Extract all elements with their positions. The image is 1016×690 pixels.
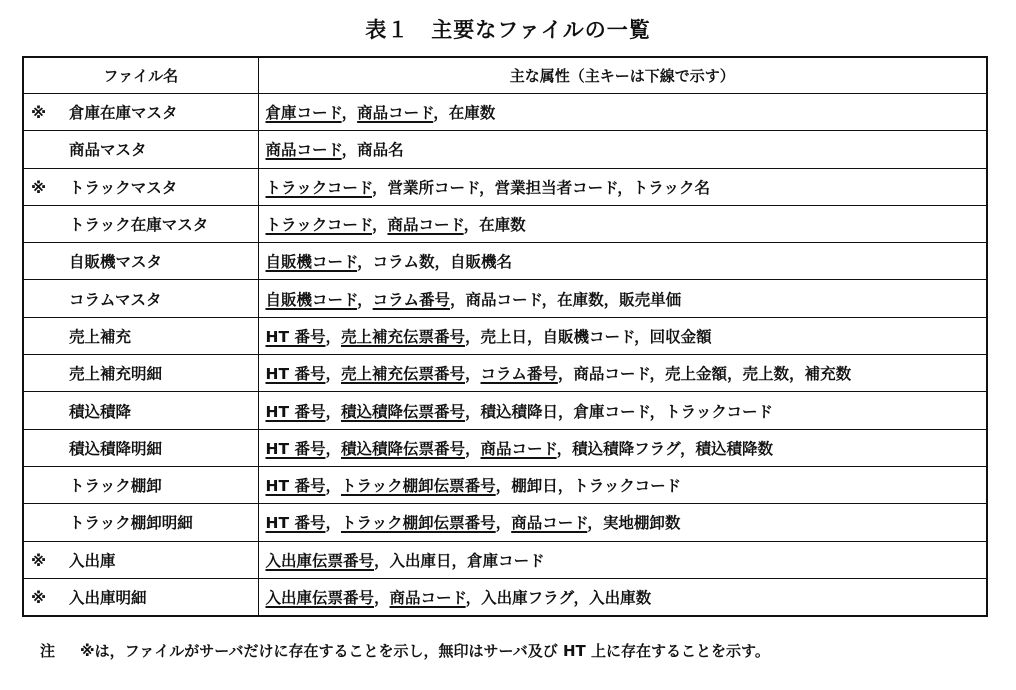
file-name-cell xyxy=(23,168,258,205)
file-name: 入出庫明細 xyxy=(69,589,147,607)
file-name: トラック棚卸 xyxy=(69,477,162,496)
attribute-separator: ， xyxy=(325,439,341,458)
attribute: トラック名 xyxy=(632,178,710,197)
file-name: 倉庫在庫マスタ xyxy=(69,104,178,123)
attribute: 実地棚卸数 xyxy=(602,514,681,533)
table-row xyxy=(23,205,987,242)
attribute-separator: ， xyxy=(464,327,481,346)
file-name-cell xyxy=(23,280,258,317)
attribute-separator: ， xyxy=(464,402,481,421)
file-name-cell xyxy=(23,243,258,280)
primary-key-attribute: 倉庫コード xyxy=(265,104,342,123)
attribute-separator: ， xyxy=(341,104,358,123)
file-name-cell xyxy=(23,429,258,466)
attribute-separator: ， xyxy=(649,402,666,421)
primary-key-attribute: コラム番号 xyxy=(372,290,450,309)
file-name-cell xyxy=(23,578,258,616)
attribute: 販売単価 xyxy=(619,290,682,309)
attribute: 売上数 xyxy=(742,365,790,384)
attributes-cell xyxy=(258,541,987,578)
primary-key-attribute: 入出庫伝票番号 xyxy=(265,551,375,570)
primary-key-attribute: 商品コード xyxy=(480,439,557,458)
attribute: 回収金額 xyxy=(649,327,712,346)
attribute-separator: ， xyxy=(372,178,388,197)
table-row xyxy=(23,94,987,131)
table-row xyxy=(23,355,987,392)
attribute: 在庫数 xyxy=(479,216,526,235)
attributes-cell xyxy=(258,392,987,429)
attribute-separator: ， xyxy=(587,514,603,533)
attribute-separator: ， xyxy=(433,104,449,123)
file-name: 売上補充 xyxy=(69,327,132,346)
attribute: トラックコード xyxy=(573,477,682,496)
attributes-cell xyxy=(258,131,987,168)
file-list-table xyxy=(22,56,988,617)
attribute: 積込積降日 xyxy=(480,402,559,421)
attribute-separator: ， xyxy=(573,589,590,607)
attribute-separator: ， xyxy=(374,551,390,570)
attribute-separator: ， xyxy=(325,402,341,421)
file-name: トラック棚卸明細 xyxy=(69,514,193,533)
primary-key-attribute: HT 番号 xyxy=(265,327,326,346)
attribute-separator: ， xyxy=(789,365,805,384)
attribute-separator: ， xyxy=(357,253,373,272)
footnote-label: 注 xyxy=(40,642,56,660)
attributes-cell xyxy=(258,317,987,354)
attribute: 商品コード xyxy=(573,365,650,384)
primary-key-attribute: 売上補充伝票番号 xyxy=(340,365,465,384)
attributes-cell xyxy=(258,205,987,242)
attribute-separator: ， xyxy=(649,365,665,384)
primary-key-attribute: トラック棚卸伝票番号 xyxy=(340,514,496,533)
attribute: 在庫数 xyxy=(557,290,604,309)
attribute: トラックコード xyxy=(665,402,774,421)
attribute-separator: ， xyxy=(558,402,574,421)
attribute: 自販機名 xyxy=(450,253,513,272)
server-only-mark: ※ xyxy=(31,178,47,197)
attributes-cell xyxy=(258,429,987,466)
server-only-mark: ※ xyxy=(31,104,47,123)
primary-key-attribute: 商品コード xyxy=(357,104,434,123)
primary-key-attribute: 入出庫伝票番号 xyxy=(265,589,375,607)
primary-key-attribute: 自販機コード xyxy=(265,290,358,309)
attribute-separator: ， xyxy=(495,514,512,533)
primary-key-attribute: 積込積降伝票番号 xyxy=(340,402,465,421)
attribute: 営業所コード xyxy=(387,178,480,197)
file-name: トラック在庫マスタ xyxy=(69,216,209,235)
attribute-separator: ， xyxy=(495,477,512,496)
server-only-mark: ※ xyxy=(31,551,47,570)
attribute-separator: ， xyxy=(479,178,495,197)
primary-key-attribute: 積込積降伝票番号 xyxy=(340,439,465,458)
attribute-separator: ， xyxy=(727,365,743,384)
file-name: 自販機マスタ xyxy=(69,253,163,272)
attribute-separator: ， xyxy=(556,439,573,458)
file-name: 積込積降 xyxy=(69,402,132,421)
primary-key-attribute: トラックコード xyxy=(265,178,372,197)
column-header-file-name: ファイル名 xyxy=(23,57,258,94)
attribute: 倉庫コード xyxy=(467,551,545,570)
attribute-separator: ， xyxy=(465,589,482,607)
attributes-cell xyxy=(258,168,987,205)
attribute: コラム数 xyxy=(372,253,435,272)
primary-key-attribute: トラックコード xyxy=(265,216,372,235)
attribute: 商品名 xyxy=(357,141,404,160)
attribute: 倉庫コード xyxy=(573,402,650,421)
attribute: 営業担当者コード xyxy=(494,178,618,197)
attributes-cell xyxy=(258,466,987,503)
file-name-cell xyxy=(23,466,258,503)
primary-key-attribute: 自販機コード xyxy=(265,253,358,272)
attributes-cell xyxy=(258,355,987,392)
file-name: 商品マスタ xyxy=(69,141,147,160)
table-row xyxy=(23,317,987,354)
attribute-separator: ， xyxy=(325,365,341,384)
attribute-separator: ， xyxy=(449,290,466,309)
primary-key-attribute: 商品コード xyxy=(265,141,342,160)
primary-key-attribute: コラム番号 xyxy=(480,365,558,384)
file-name: トラックマスタ xyxy=(69,178,178,197)
table-row xyxy=(23,578,987,616)
attribute-separator: ， xyxy=(434,253,450,272)
file-name-cell xyxy=(23,205,258,242)
attribute-separator: ， xyxy=(557,365,574,384)
table-row xyxy=(23,168,987,205)
primary-key-attribute: HT 番号 xyxy=(265,365,326,384)
attribute-separator: ， xyxy=(325,514,341,533)
attribute-separator: ， xyxy=(325,477,341,496)
file-name-cell xyxy=(23,541,258,578)
attribute-separator: ， xyxy=(680,439,696,458)
attribute: 在庫数 xyxy=(448,104,496,123)
attribute-separator: ， xyxy=(341,141,358,160)
file-name-cell xyxy=(23,392,258,429)
attribute-separator: ， xyxy=(541,290,558,309)
table-row xyxy=(23,280,987,317)
file-name: 売上補充明細 xyxy=(69,365,163,384)
attribute-separator: ， xyxy=(603,290,620,309)
attribute-separator: ， xyxy=(464,365,481,384)
primary-key-attribute: HT 番号 xyxy=(265,402,326,421)
attribute-separator: ， xyxy=(374,589,390,607)
attribute: 売上金額 xyxy=(665,365,728,384)
primary-key-attribute: 商品コード xyxy=(511,514,588,533)
attributes-cell xyxy=(258,243,987,280)
primary-key-attribute: トラック棚卸伝票番号 xyxy=(340,477,496,496)
table-row xyxy=(23,504,987,541)
attribute-separator: ， xyxy=(325,327,341,346)
file-name-cell xyxy=(23,355,258,392)
attribute-separator: ， xyxy=(464,439,481,458)
file-name: 入出庫 xyxy=(69,551,116,570)
attribute-separator: ， xyxy=(527,327,543,346)
attribute-separator: ， xyxy=(451,551,468,570)
attribute: 補充数 xyxy=(804,365,852,384)
table-row xyxy=(23,131,987,168)
attribute: 売上日 xyxy=(480,327,528,346)
table-body xyxy=(23,94,987,617)
footnote xyxy=(40,640,1000,661)
primary-key-attribute: HT 番号 xyxy=(265,514,326,533)
table-row xyxy=(23,466,987,503)
server-only-mark: ※ xyxy=(31,589,47,607)
file-name: コラムマスタ xyxy=(69,290,162,309)
table-row xyxy=(23,429,987,466)
attribute-separator: ， xyxy=(357,290,373,309)
attribute: 入出庫数 xyxy=(589,589,652,607)
file-name-cell xyxy=(23,131,258,168)
attribute: 入出庫フラグ xyxy=(481,589,574,607)
primary-key-attribute: 売上補充伝票番号 xyxy=(340,327,465,346)
table-row xyxy=(23,541,987,578)
attribute-separator: ， xyxy=(557,477,574,496)
attribute-separator: ， xyxy=(617,178,633,197)
attribute: 商品コード xyxy=(465,290,542,309)
attribute-separator: ， xyxy=(463,216,480,235)
attribute-separator: ， xyxy=(634,327,650,346)
attributes-cell xyxy=(258,578,987,616)
attribute: 積込積降フラグ xyxy=(572,439,681,458)
primary-key-attribute: HT 番号 xyxy=(265,477,326,496)
attributes-cell xyxy=(258,94,987,131)
page-title: 表１ 主要なファイルの一覧 xyxy=(365,18,651,42)
attribute: 自販機コード xyxy=(542,327,635,346)
attribute: 棚卸日 xyxy=(511,477,558,496)
table-row xyxy=(23,392,987,429)
table-row xyxy=(23,243,987,280)
attributes-cell xyxy=(258,504,987,541)
primary-key-attribute: 商品コード xyxy=(389,589,466,607)
file-name-cell xyxy=(23,317,258,354)
file-name: 積込積降明細 xyxy=(69,439,163,458)
attribute: 積込積降数 xyxy=(695,439,774,458)
attributes-cell xyxy=(258,280,987,317)
table-header-row xyxy=(23,57,987,94)
file-name-cell xyxy=(23,94,258,131)
primary-key-attribute: HT 番号 xyxy=(265,439,326,458)
footnote-text: ※は，ファイルがサーバだけに存在することを示し，無印はサーバ及び HT 上に存在することを示す。 xyxy=(80,642,770,660)
attribute: 入出庫日 xyxy=(389,551,452,570)
primary-key-attribute: 商品コード xyxy=(387,216,464,235)
attribute-separator: ， xyxy=(372,216,388,235)
column-header-attributes: 主な属性（主キーは下線で示す） xyxy=(258,57,987,94)
file-name-cell xyxy=(23,504,258,541)
